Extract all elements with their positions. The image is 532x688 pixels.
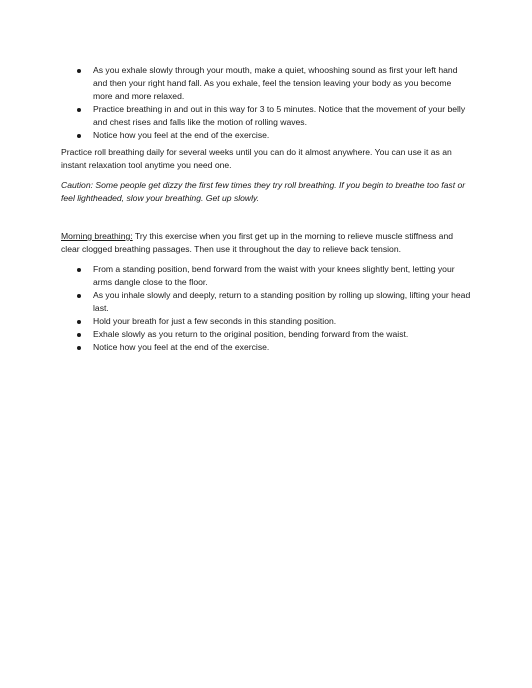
morning-breathing-paragraph (61, 230, 473, 256)
bullet-icon (77, 294, 81, 298)
bullet-icon (77, 69, 81, 73)
list-item-text: Notice how you feel at the end of the exercise. (93, 342, 270, 352)
list-item (77, 289, 471, 315)
list-item (77, 103, 471, 129)
list-item-text: Notice how you feel at the end of the exercise. (93, 130, 270, 140)
list-item (77, 328, 471, 341)
list-item (77, 341, 471, 354)
bullet-icon (77, 134, 81, 138)
practice-paragraph: Practice roll breathing daily for several weeks until you can do it almost anywhere. You can use it as an instant relaxation tool anytime you need one. (61, 147, 452, 170)
list-item-text: Exhale slowly as you return to the original position, bending forward from the waist. (93, 329, 409, 339)
morning-breathing-text: Try this exercise when you first get up in the morning to relieve muscle stiffness and clear clogged breathing passages. Then use it throughout the day to relieve back tension. (61, 231, 454, 254)
caution-paragraph: Caution: Some people get dizzy the first few times they try roll breathing. If you begin to breathe too fast or feel lightheaded, slow your breathing. Get up slowly. (61, 180, 466, 203)
morning-breathing-steps-list (77, 263, 471, 354)
roll-breathing-steps-list (77, 64, 471, 142)
list-item (77, 129, 471, 142)
bullet-icon (77, 346, 81, 350)
bullet-icon (77, 320, 81, 324)
bullet-icon (77, 108, 81, 112)
list-item (77, 315, 471, 328)
list-item-text: As you exhale slowly through your mouth, make a quiet, whooshing sound as first your left hand and then your right hand fall. As you exhale, feel the tension leaving your body as you become more and more relaxed. (93, 65, 458, 101)
bullet-icon (77, 268, 81, 272)
list-item-text: As you inhale slowly and deeply, return to a standing position by rolling up slowing, lifting your head last. (93, 290, 471, 313)
bullet-icon (77, 333, 81, 337)
list-item (77, 263, 471, 289)
list-item (77, 64, 471, 103)
morning-breathing-heading: Morning breathing: (61, 231, 133, 241)
list-item-text: Hold your breath for just a few seconds in this standing position. (93, 316, 337, 326)
list-item-text: From a standing position, bend forward from the waist with your knees slightly bent, letting your arms dangle close to the floor. (93, 264, 455, 287)
list-item-text: Practice breathing in and out in this way for 3 to 5 minutes. Notice that the movement of your belly and chest rises and falls like the motion of rolling waves. (93, 104, 466, 127)
